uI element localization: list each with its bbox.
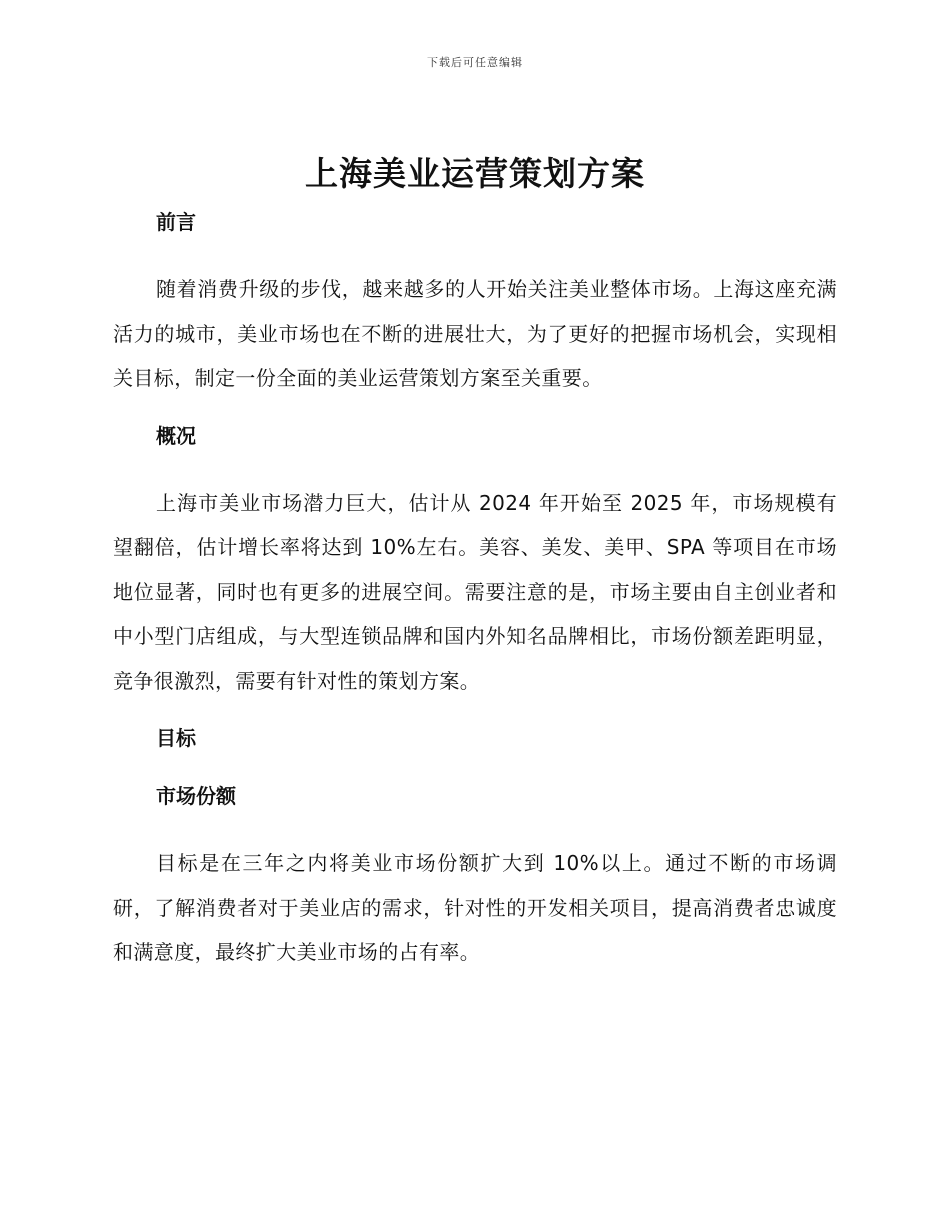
paragraph-overview: 上海市美业市场潜力巨大，估计从 2024 年开始至 2025 年，市场规模有望翻倍，估计增长率将达到 10%左右。美容、美发、美甲、SPA 等项目在市场地位显著，同时也有更多的进展空间。需要注意的是，市场主要由自主创业者和中小型门店组成，与大型连锁品牌和国内外知名品牌相比，市场份额差距明显，竞争很激烈，需要有针对性的策划方案。 [113,490,837,693]
section-heading-goals: 目标 [156,726,196,750]
subsection-heading-market-share: 市场份额 [156,784,236,808]
paragraph-preface: 随着消费升级的步伐，越来越多的人开始关注美业整体市场。上海这座充满活力的城市，美业市场也在不断的进展壮大，为了更好的把握市场机会，实现相关目标，制定一份全面的美业运营策划方案至关重要。 [113,277,837,390]
page-header-note: 下载后可任意编辑 [427,56,523,69]
document-body [113,205,837,975]
section-heading-preface: 前言 [156,210,196,234]
section-heading-overview: 概况 [156,423,196,448]
paragraph-market-share: 目标是在三年之内将美业市场份额扩大到 10%以上。通过不断的市场调研，了解消费者对于美业店的需求，针对性的开发相关项目，提高消费者忠诚度和满意度，最终扩大美业市场的占有率。 [113,851,837,964]
document-title: 上海美业运营策划方案 [305,154,645,193]
